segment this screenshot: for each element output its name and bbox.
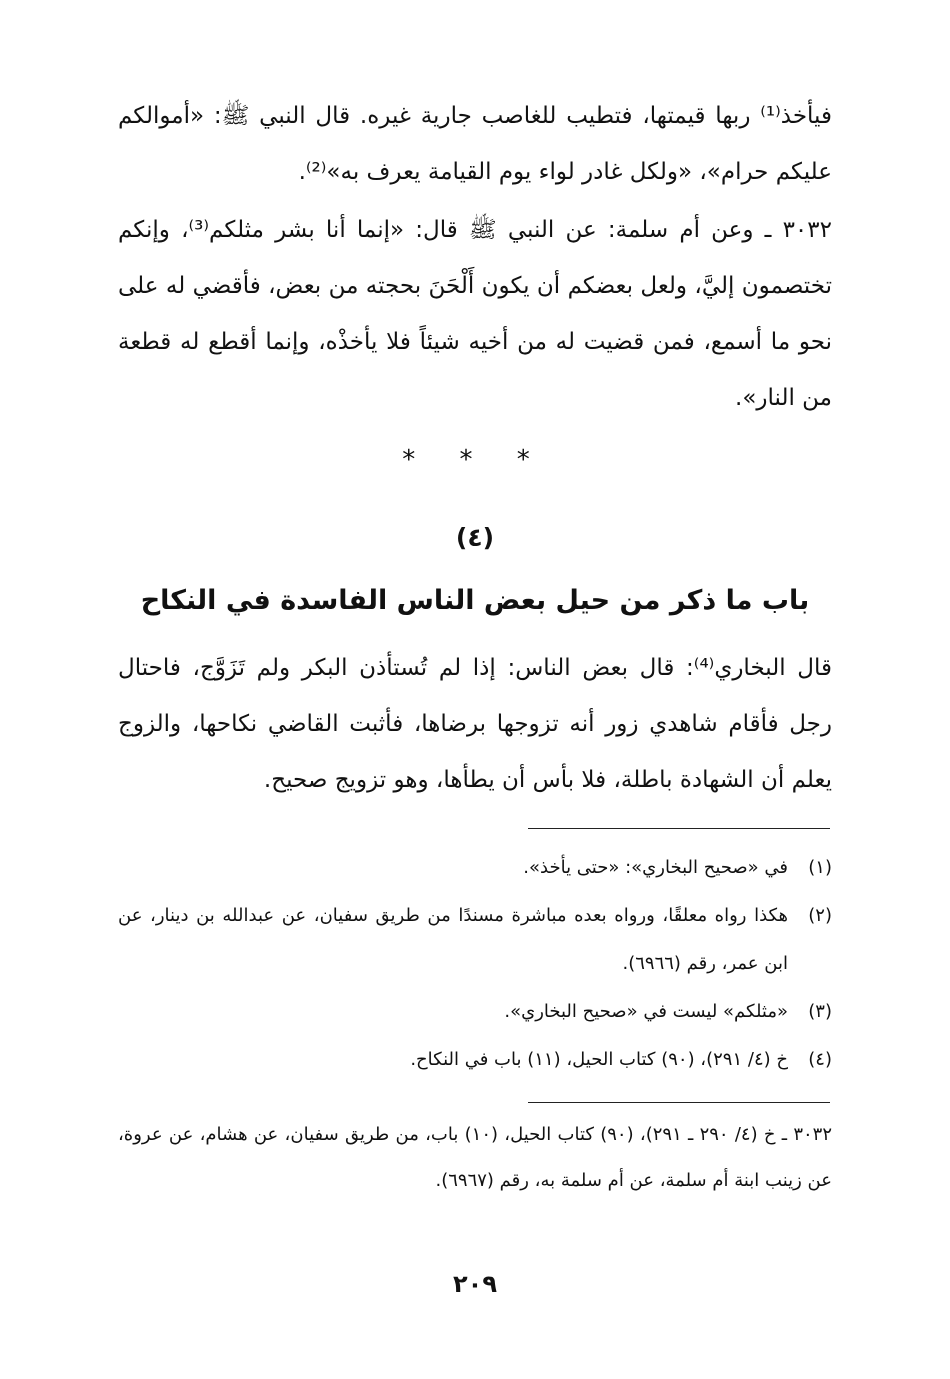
footnote-text: خ (٤/ ٢٩١)، (٩٠) كتاب الحيل، (١١) باب في النكاح. [410,1049,788,1070]
footnote-number: (٣) [808,1001,832,1022]
page-number: ٢٠٩ [453,1270,497,1298]
footnotes [118,844,832,1084]
footnote-number: (١) [808,857,832,878]
takhrij-note: ٣٠٣٢ ـ خ (٤/ ٢٩٠ ـ ٢٩١)، (٩٠) كتاب الحيل، (١٠) باب، من طريق سفيان، عن هشام، عن عروة، عن زينب ابنة أم سلمة، عن أم سلمة به، رقم (٦٩٦٧). [118,1124,832,1191]
footnote-text: هكذا رواه معلقًا، ورواه بعده مباشرة مسندًا من طريق سفيان، عن عبدالله بن دينار، عن ابن عمر، رقم (٦٩٦٦). [118,905,788,974]
footnote-text: «مثلكم» ليست في «صحيح البخاري». [504,1001,788,1022]
footnote-number: (٤) [808,1049,832,1070]
paragraph-hadith-continuation: فيأخذ⁽¹⁾ ربها قيمتها، فتطيب للغاصب جارية غيره. قال النبي ﷺ: «أموالكم عليكم حرام»، «ولكل غادر لواء يوم القيامة يعرف به»⁽²⁾. [118,103,832,185]
footnote-text: في «صحيح البخاري»: «حتى يأخذ». [523,857,788,878]
paragraph-hadith-3032: ٣٠٣٢ ـ وعن أم سلمة: عن النبي ﷺ قال: «إنما أنا بشر مثلكم⁽³⁾، وإنكم تختصمون إليَّ، ولعل بعضكم أن يكون أَلْحَنَ بحجته من بعض، فأقضي له على نحو ما أسمع، فمن قضيت له من أخيه شيئاً فلا يأخذْه، وإنما أقطع له قطعة من النار». [118,217,832,411]
chapter-title: باب ما ذكر من حيل بعض الناس الفاسدة في النكاح [140,585,810,616]
footnote-divider [528,828,830,829]
paragraph-bukhari-quote: قال البخاري⁽⁴⁾: قال بعض الناس: إذا لم تُستأذن البكر ولم تَزَوَّج، فاحتال رجل فأقام شاهدي زور أنه تزوجها برضاها، فأثبت القاضي نكاحها، والزوج يعلم أن الشهادة باطلة، فلا بأس أن يطأها، وهو تزويج صحيح. [118,655,832,793]
footnote-number: (٢) [808,905,832,926]
takhrij-divider [528,1102,830,1103]
footnote-item [118,844,832,892]
footnote-item [118,1036,832,1084]
section-separator: * * * [402,445,548,475]
footnote-item [118,892,832,988]
footnote-item [118,988,832,1036]
chapter-number: (٤) [455,523,495,552]
